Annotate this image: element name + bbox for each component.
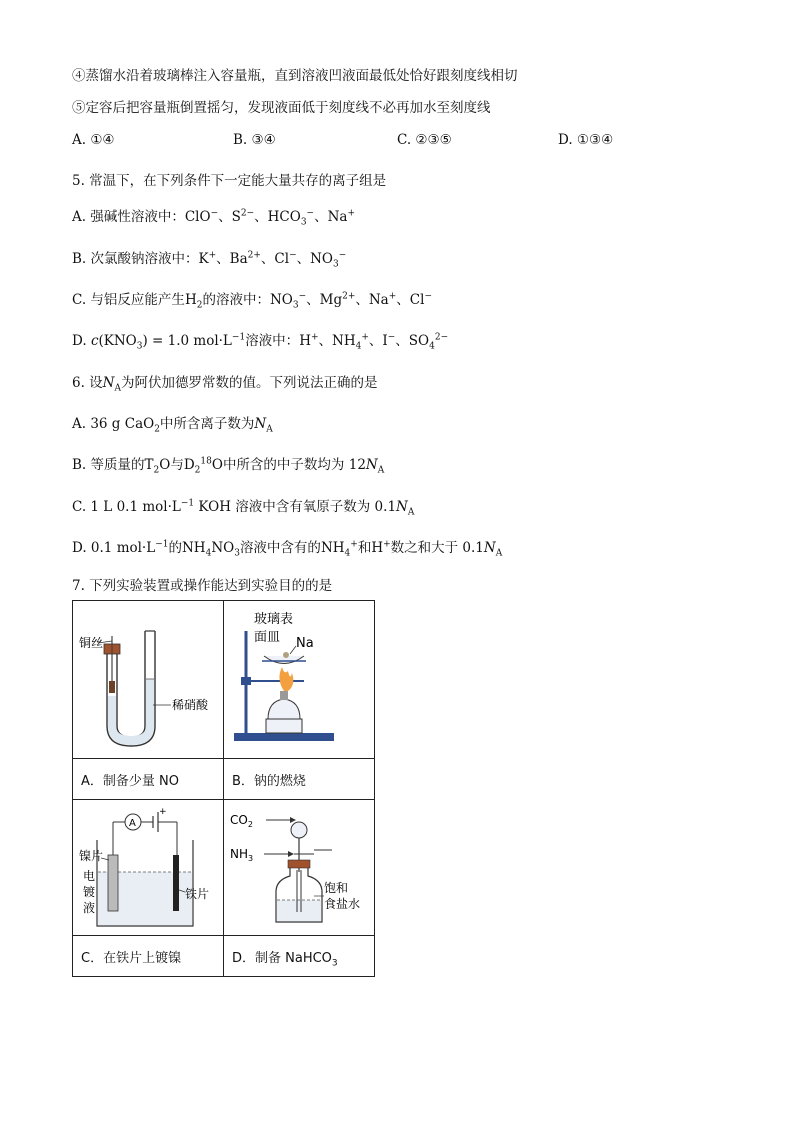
q4-option-d: D. ①③④ bbox=[558, 132, 614, 148]
label-nh3: $NH_3$ bbox=[230, 847, 254, 863]
nahco3-apparatus-diagram bbox=[224, 800, 374, 935]
caption-c: C．在铁片上镀镍 bbox=[73, 936, 224, 977]
q5-option-b: B. 次氯酸钠溶液中：K+、$Ba^{2+}$、Cl−、$NO_3^-$ bbox=[72, 250, 347, 270]
label-nickel-sheet: 镍片 bbox=[79, 849, 104, 863]
statement-4: ④蒸馏水沿着玻璃棒注入容量瓶，直到溶液凹液面最低处恰好跟刻度线相切 bbox=[72, 68, 518, 84]
label-co2: $CO_2$ bbox=[230, 813, 253, 829]
q4-option-a: A. ①④ bbox=[72, 132, 115, 148]
cell-d-figure bbox=[224, 800, 375, 936]
q6-option-a: A. 36 g CaO$_2$中所含离子数为$N_A$ bbox=[72, 416, 273, 435]
q6-option-d: D. 0.1 $mol\cdot L^{-1}$的$NH_4NO_3$溶液中含有的$NH_4^+$和H+数之和大于 $0.1N_A$ bbox=[72, 539, 503, 559]
caption-b: B．钠的燃烧 bbox=[224, 759, 375, 800]
label-saturated-2: 食盐水 bbox=[324, 897, 361, 911]
caption-a: A．制备少量 NO bbox=[73, 759, 224, 800]
q6-option-b: B. 等质量的$T_2O$与$D_2^{18}O$中所含的中子数均为 $12N_A$ bbox=[72, 456, 385, 476]
q5-option-a: A. 强碱性溶液中：ClO−、$S^{2-}$、$HCO_3^-$、Na+ bbox=[72, 208, 356, 228]
sodium-burning-diagram bbox=[224, 601, 374, 758]
q5-option-c: C. 与铝反应能产生$H_2$的溶液中：$NO_3^-$、$Mg^{2+}$、Na+、Cl− bbox=[72, 291, 432, 311]
q5-option-d: D. $c(KNO_3) = 1.0$ $mol\cdot L^{-1}$溶液中：H+、$NH_4^+$、I−、$SO_4^{2-}$ bbox=[72, 332, 449, 352]
statement-5: ⑤定容后把容量瓶倒置摇匀，发现液面低于刻度线不必再加水至刻度线 bbox=[72, 100, 491, 116]
label-dilute-nitric-acid: 稀硝酸 bbox=[172, 698, 209, 712]
label-plating-1: 电 bbox=[83, 869, 96, 883]
label-iron-sheet: 铁片 bbox=[185, 887, 210, 901]
cell-b-figure bbox=[224, 601, 375, 759]
label-watch-glass-1: 玻璃表 bbox=[254, 612, 294, 627]
cell-c-figure bbox=[73, 800, 224, 936]
caption-d: D．制备 NaHCO$_3$ bbox=[224, 936, 375, 977]
label-plating-2: 镀 bbox=[83, 885, 96, 899]
label-watch-glass-2: 面皿 bbox=[254, 630, 281, 645]
label-ammeter: A bbox=[129, 818, 136, 829]
label-copper-wire: 铜丝 bbox=[79, 636, 104, 650]
q4-option-b: B. ③④ bbox=[233, 132, 276, 148]
u-tube-diagram bbox=[73, 601, 223, 758]
q5-stem: 5. 常温下，在下列条件下一定能大量共存的离子组是 bbox=[72, 173, 387, 189]
q6-stem: 6. 设$N_A$为阿伏加德罗常数的值。下列说法正确的是 bbox=[72, 375, 378, 394]
q4-option-c: C. ②③⑤ bbox=[397, 132, 452, 148]
electroplating-diagram bbox=[73, 800, 223, 935]
cell-a-figure bbox=[73, 601, 224, 759]
q7-stem: 7. 下列实验装置或操作能达到实验目的的是 bbox=[72, 578, 333, 594]
label-plating-3: 液 bbox=[83, 901, 96, 915]
svg-text:+: + bbox=[159, 807, 167, 817]
label-na: Na bbox=[296, 636, 314, 651]
label-saturated-1: 饱和 bbox=[324, 881, 349, 895]
q6-option-c: C. 1 L 0.1 $mol\cdot L^{-1}$ KOH 溶液中含有氧原子数为 $0.1N_A$ bbox=[72, 498, 415, 518]
experiment-table bbox=[72, 600, 375, 977]
